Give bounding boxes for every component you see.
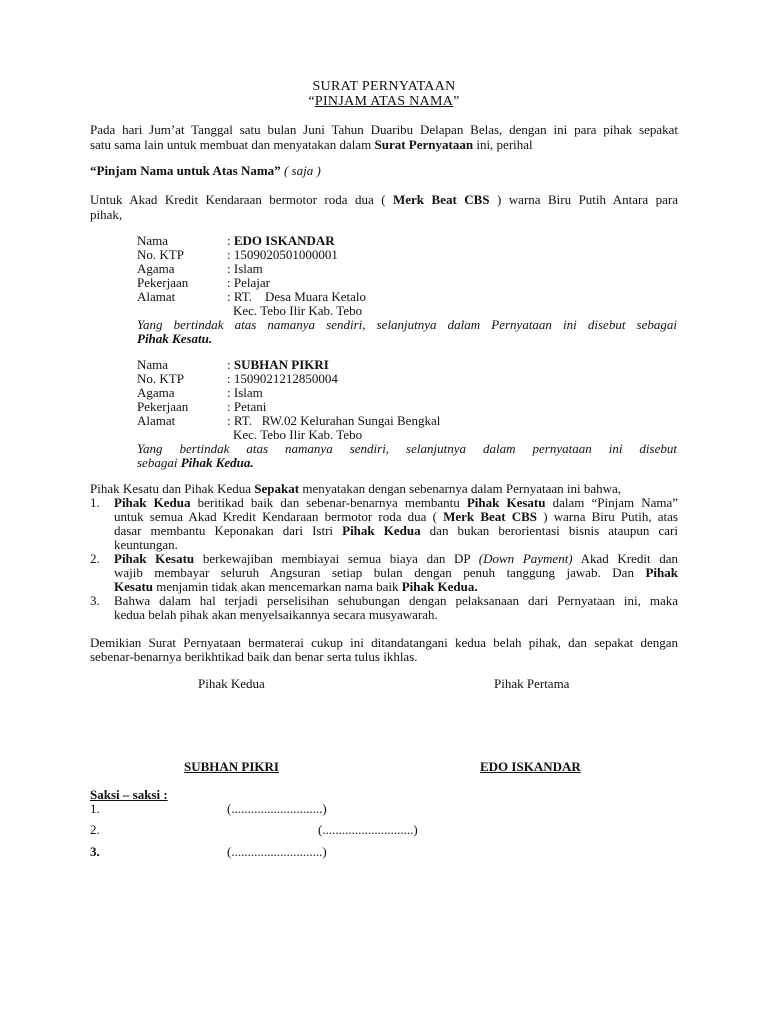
witness-2-number: 2. — [90, 822, 100, 837]
perihal-italic: ( saja ) — [280, 163, 321, 178]
closing-line-1: Demikian Surat Pernyataan bermaterai cukup ini ditandatangani kedua belah pihak, dan sepakat dengan — [90, 635, 678, 650]
point-1-text-4: ) warna Biru Putih, atas — [537, 509, 678, 524]
signature-left-name: SUBHAN PIKRI — [184, 759, 279, 774]
point-2-text-2: Akad Kredit dan — [572, 551, 679, 566]
point-2-number: 2. — [90, 551, 100, 566]
document-subtitle — [0, 95, 768, 109]
sepakat-line — [90, 482, 621, 496]
witness-3-number: 3. — [90, 844, 100, 859]
party-2-nama-label: Nama — [137, 357, 169, 372]
akad-text-1: Untuk Akad Kredit Kendaraan bermotor roda dua ( — [90, 192, 393, 207]
party-1-note-line-1: Yang bertindak atas namanya sendiri, selanjutnya dalam Pernyataan ini disebut sebagai — [137, 317, 677, 332]
party-1-alamat-value-2: Kec. Tebo Ilir Kab. Tebo — [233, 303, 363, 318]
party-1-nama-sep: : — [227, 233, 234, 248]
closing-line-2: sebenar-benarnya berikhtikad baik dan benar serta tulus ikhlas. — [90, 649, 418, 664]
party-1-agama-label: Agama — [137, 261, 175, 276]
party-2-note-bold: Pihak Kedua. — [180, 455, 254, 470]
point-1-text-6: dan bukan berorientasi bisnis ataupun cari — [420, 523, 679, 538]
perihal-line — [90, 164, 321, 178]
point-2-bold-1: Pihak Kesatu — [114, 551, 195, 566]
party-2-alamat-value: : RT. RW.02 Kelurahan Sungai Bengkal — [227, 413, 441, 428]
point-1-line-1 — [114, 496, 678, 510]
party-1-pekerjaan-value: : Pelajar — [227, 275, 270, 290]
signature-right-role: Pihak Pertama — [494, 676, 570, 691]
point-1-line-4: keuntungan. — [114, 537, 178, 552]
sepakat-text-1: Pihak Kesatu dan Pihak Kedua — [90, 481, 255, 496]
point-2-line-3 — [114, 580, 478, 594]
party-2-alamat-label: Alamat — [137, 413, 176, 428]
intro-line-1: Pada hari Jum’at Tanggal satu bulan Juni Tahun Duaribu Delapan Belas, dengan ini para pihak sepakat — [90, 122, 678, 137]
party-1-agama-value: : Islam — [227, 261, 263, 276]
subtitle-open-quote: “ — [308, 94, 315, 109]
signature-left-role: Pihak Kedua — [198, 676, 265, 691]
point-2-text-3: wajib membayar seluruh Angsuran setiap bulan dengan penuh tanggung jawab. Dan — [114, 565, 646, 580]
point-3-number: 3. — [90, 593, 100, 608]
signature-right-name: EDO ISKANDAR — [480, 759, 581, 774]
party-2-note-line-2 — [137, 456, 254, 470]
point-1-text-2: dalam “Pinjam Nama” — [545, 495, 679, 510]
party-1-note-line-2: Pihak Kesatu. — [137, 331, 213, 346]
point-1-bold-2: Pihak Kesatu — [466, 495, 546, 510]
party-2-note-line-1: Yang bertindak atas namanya sendiri, selanjutnya dalam pernyataan ini disebut — [137, 441, 677, 456]
point-2-line-2 — [114, 566, 678, 580]
party-1-nama-label: Nama — [137, 233, 169, 248]
party-2-ktp-label: No. KTP — [137, 371, 184, 386]
party-1-nama-text: EDO ISKANDAR — [233, 233, 335, 248]
sepakat-text-2: menyatakan dengan sebenarnya dalam Pernyataan ini bahwa, — [299, 481, 622, 496]
witness-heading: Saksi – saksi : — [90, 787, 168, 802]
point-2-bold-2: Pihak — [645, 565, 678, 580]
party-1-alamat-label: Alamat — [137, 289, 176, 304]
party-2-agama-value: : Islam — [227, 385, 263, 400]
akad-line-1 — [90, 193, 678, 207]
point-1-bold-1: Pihak Kedua — [114, 495, 191, 510]
point-2-line-1 — [114, 552, 678, 566]
akad-text-2: ) warna Biru Putih Antara para — [489, 192, 678, 207]
point-2-italic: (Down Payment) — [478, 551, 573, 566]
point-2-bold-4: Pihak Kedua. — [401, 579, 478, 594]
point-2-text-1: berkewajiban membiayai semua biaya dan DP — [194, 551, 479, 566]
akad-line-2: pihak, — [90, 207, 123, 222]
intro-line-2-bold: Surat Pernyataan — [374, 137, 474, 152]
point-1-line-3 — [114, 524, 678, 538]
witness-3-signature-blank: (............................) — [227, 844, 327, 859]
party-1-nama-value — [227, 234, 335, 248]
subtitle-close-quote: ” — [453, 94, 460, 109]
perihal-bold: “Pinjam Nama untuk Atas Nama” — [90, 163, 281, 178]
witness-1-number: 1. — [90, 801, 100, 816]
point-1-bold-3: Merk Beat CBS — [443, 509, 538, 524]
point-1-text-1: beritikad baik dan sebenar-benarnya membantu — [190, 495, 467, 510]
party-1-pekerjaan-label: Pekerjaan — [137, 275, 189, 290]
party-2-pekerjaan-value: : Petani — [227, 399, 267, 414]
intro-line-2 — [90, 138, 533, 152]
point-3-line-2: kedua belah pihak akan menyelsaikannya secara musyawarah. — [114, 607, 438, 622]
point-1-text-3: untuk semua Akad Kredit Kendaraan bermotor roda dua ( — [114, 509, 444, 524]
witness-2-signature-blank: (............................) — [318, 822, 418, 837]
party-2-agama-label: Agama — [137, 385, 175, 400]
subtitle-text: PINJAM ATAS NAMA — [314, 94, 454, 109]
point-1-number: 1. — [90, 495, 100, 510]
party-2-pekerjaan-label: Pekerjaan — [137, 399, 189, 414]
party-1-ktp-value: : 1509020501000001 — [227, 247, 338, 262]
akad-bold: Merk Beat CBS — [393, 192, 490, 207]
party-1-alamat-value: : RT. Desa Muara Ketalo — [227, 289, 367, 304]
witness-1-signature-blank: (............................) — [227, 801, 327, 816]
party-2-nama-text: SUBHAN PIKRI — [233, 357, 329, 372]
intro-line-2-text: satu sama lain untuk membuat dan menyatakan dalam — [90, 137, 375, 152]
intro-line-2-end: ini, perihal — [473, 137, 533, 152]
point-1-text-5: dasar membantu Keponakan dari Istri — [114, 523, 343, 538]
party-2-note-text: sebagai — [137, 455, 181, 470]
party-2-nama-sep: : — [227, 357, 234, 372]
point-3-line-1: Bahwa dalam hal terjadi perselisihan sehubungan dengan pelaksanaan dari Pernyataan ini, maka — [114, 593, 678, 608]
point-2-bold-3: Kesatu — [114, 579, 153, 594]
party-2-nama-value — [227, 358, 329, 372]
party-2-alamat-value-2: Kec. Tebo Ilir Kab. Tebo — [233, 427, 363, 442]
party-1-ktp-label: No. KTP — [137, 247, 184, 262]
point-1-bold-4: Pihak Kedua — [342, 523, 421, 538]
point-1-line-2 — [114, 510, 678, 524]
document-title: SURAT PERNYATAAN — [312, 79, 456, 94]
sepakat-bold: Sepakat — [254, 481, 300, 496]
party-2-ktp-value: : 1509021212850004 — [227, 371, 338, 386]
point-2-text-4: menjamin tidak akan mencemarkan nama baik — [153, 579, 402, 594]
